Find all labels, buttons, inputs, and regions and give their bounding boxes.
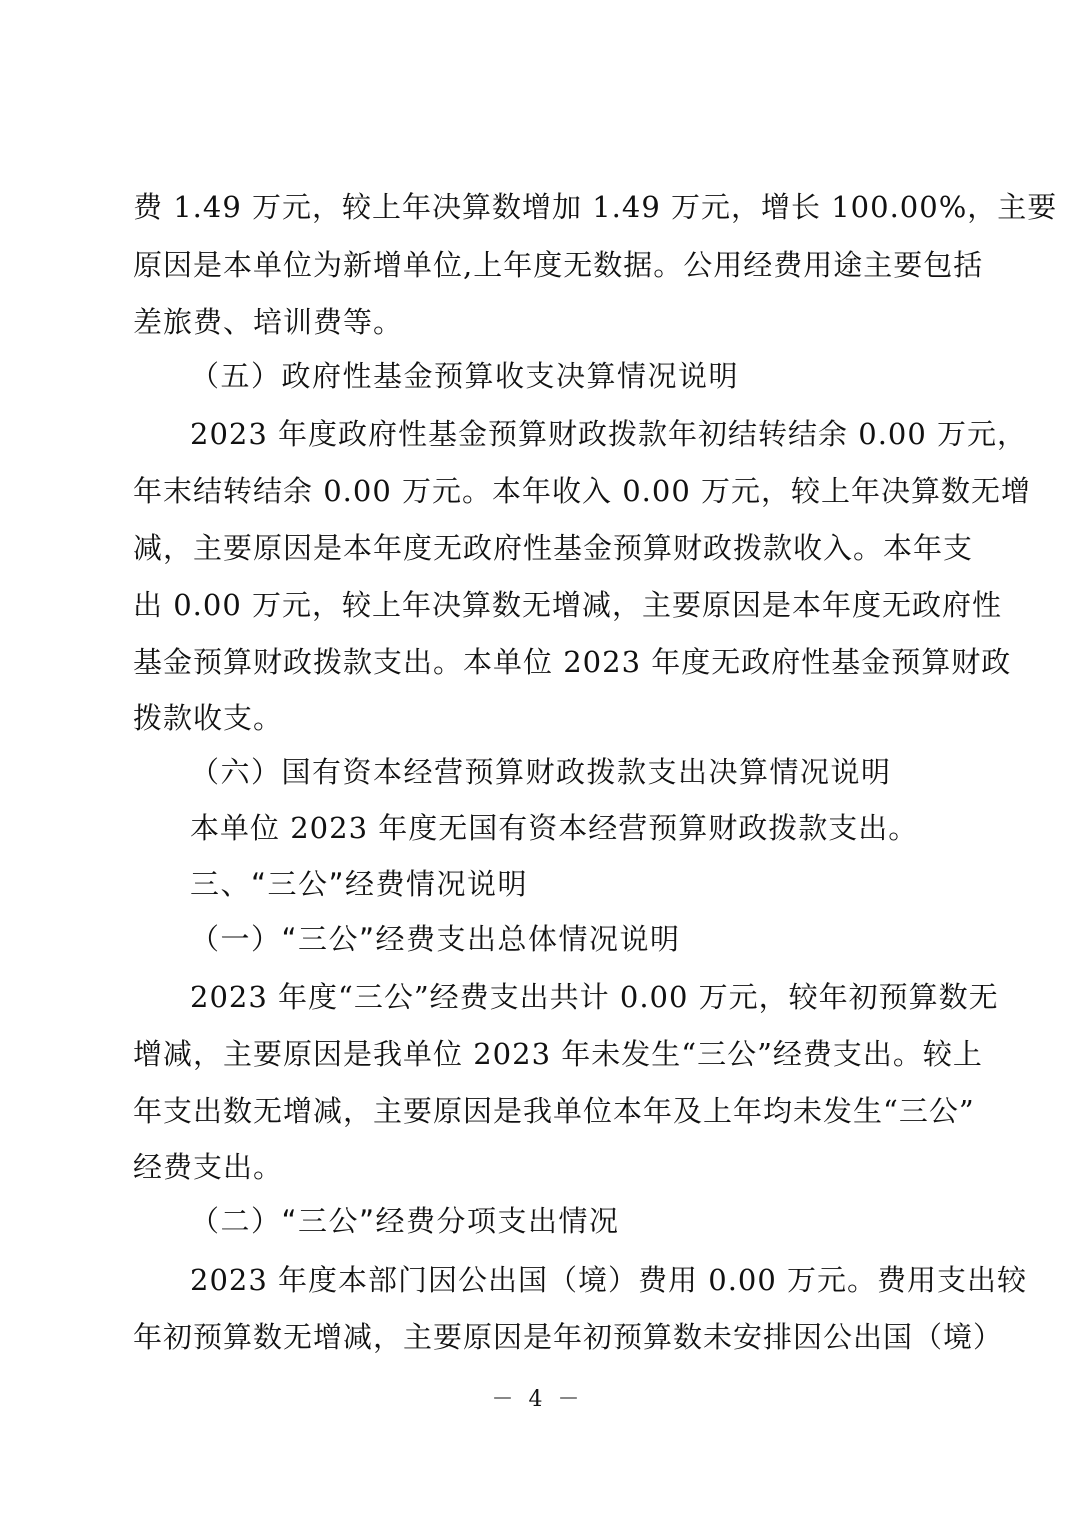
body-line: 原因是本单位为新增单位,上年度无数据。公用经费用途主要包括 <box>133 248 984 282</box>
body-line: 费 1.49 万元，较上年决算数增加 1.49 万元，增长 100.00%，主要 <box>133 190 1058 224</box>
section-heading: （六）国有资本经营预算财政拨款支出决算情况说明 <box>190 755 892 789</box>
section-heading: （五）政府性基金预算收支决算情况说明 <box>190 359 740 393</box>
body-line: 减，主要原因是本年度无政府性基金预算财政拨款收入。本年支 <box>133 531 974 565</box>
body-line: 增减，主要原因是我单位 2023 年未发生“三公”经费支出。较上 <box>133 1037 983 1071</box>
body-line: 拨款收支。 <box>133 701 284 735</box>
body-line: 基金预算财政拨款支出。本单位 2023 年度无政府性基金预算财政 <box>133 645 1012 679</box>
body-line: 2023 年度政府性基金预算财政拨款年初结转结余 0.00 万元， <box>190 417 1028 451</box>
body-line: 差旅费、培训费等。 <box>133 305 404 339</box>
body-line: 年支出数无增减，主要原因是我单位本年及上年均未发生“三公” <box>133 1094 975 1128</box>
body-line: 年末结转结余 0.00 万元。本年收入 0.00 万元，较上年决算数无增 <box>133 474 1032 508</box>
section-heading: （二）“三公”经费分项支出情况 <box>190 1204 620 1238</box>
body-line: 本单位 2023 年度无国有资本经营预算财政拨款支出。 <box>190 811 919 845</box>
section-heading: （一）“三公”经费支出总体情况说明 <box>190 922 681 956</box>
body-line: 出 0.00 万元，较上年决算数无增减，主要原因是本年度无政府性 <box>133 588 1003 622</box>
body-line: 2023 年度本部门因公出国（境）费用 0.00 万元。费用支出较 <box>190 1263 1028 1297</box>
page-number: － 4 － <box>491 1387 584 1412</box>
body-line: 经费支出。 <box>133 1150 284 1184</box>
body-line: 年初预算数无增减，主要原因是年初预算数未安排因公出国（境） <box>133 1320 1004 1354</box>
body-line: 2023 年度“三公”经费支出共计 0.00 万元，较年初预算数无 <box>190 980 999 1014</box>
chapter-heading: 三、“三公”经费情况说明 <box>190 867 529 901</box>
